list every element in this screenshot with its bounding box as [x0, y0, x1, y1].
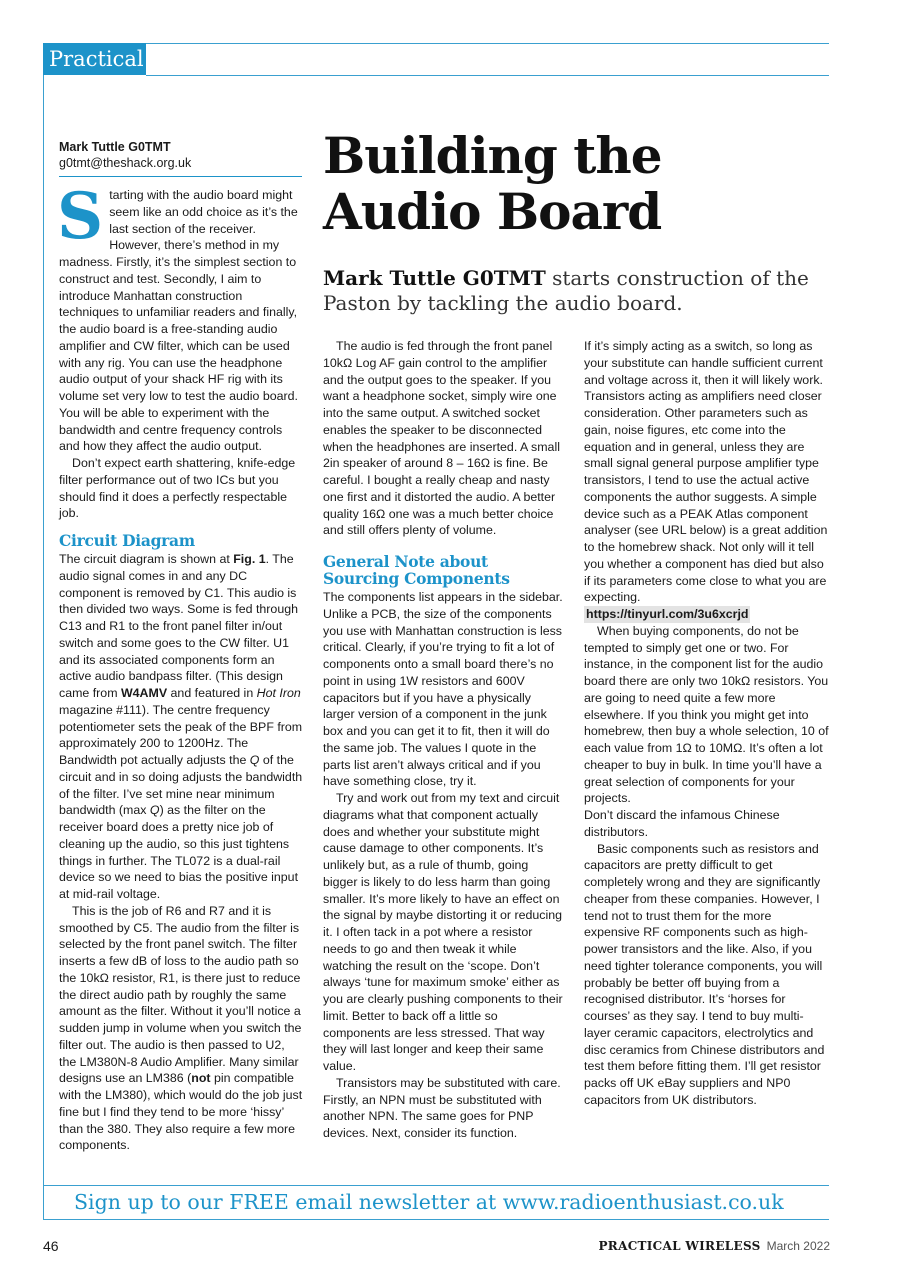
author-divider	[59, 176, 302, 177]
body-paragraph: Don’t expect earth shattering, knife-edge filter performance out of two ICs but you should find it does a perfectly respectable job.	[59, 456, 296, 521]
body-paragraph: Don’t discard the infamous Chinese distributors.	[584, 808, 780, 839]
standfirst	[323, 266, 843, 316]
body-paragraph: Basic components such as resistors and capacitors are pretty difficult to get completely wrong and they are significantly cheaper from these companies. However, I tend not to trust them for the more expensive RF components such as high-power transistors and the like. Also, if you need tighter tolerance components, you will probably be better off buying from a recognised distributor. It’s ‘horses for courses’ as they say. I tend to buy multi-layer ceramic capacitors, electrolytics and disc ceramics from Chinese distributors and test them before fitting them. I’ll get resistor packs off UK eBay suppliers and NP0 capacitors from UK distributors.	[584, 841, 825, 1107]
column-2	[323, 338, 566, 1142]
body-paragraph: The audio is fed through the front panel 10kΩ Log AF gain control to the amplifier and the output goes to the speaker. If you want a headphone socket, simply wire one into the same output. A switched socket enables the speaker to be disconnected when the headphones are inserted. A small 2in speaker of around 8 – 16Ω is fine. Be careful. I bought a really cheap and nasty one first and it distorted the audio. A better quality 16Ω one was a much better choice and still offers plenty of volume.	[323, 339, 560, 538]
page-number: 46	[43, 1238, 59, 1254]
fig-reference: Fig. 1	[233, 552, 266, 566]
issue-date: March 2022	[766, 1239, 830, 1253]
body-paragraph: Transistors may be substituted with care. Firstly, an NPN must be substituted with another NPN. The same goes for PNP devices. Next, consider its function.	[323, 1075, 561, 1140]
magazine-name: PRACTICAL WIRELESS	[598, 1239, 761, 1253]
url-link[interactable]: https://tinyurl.com/3u6xcrjd	[586, 607, 749, 621]
top-rule	[43, 43, 829, 44]
newsletter-banner[interactable]: Sign up to our FREE email newsletter at www.radioenthusiast.co.uk	[74, 1190, 784, 1214]
body-paragraph: When buying components, do not be tempted to simply get one or two. For instance, in the component list for the audio board there are only two 10kΩ resistors. You are going to need quite a few more elsewhere. If you think you might get into homebrew, then buy a whole selection, 10 of each value from 1Ω to 10MΩ. It’s often a lot cheaper to buy in bulk. In time you’ll have a great selection of components for your projects.	[584, 623, 829, 806]
section-tab: Practical	[43, 43, 146, 75]
newsletter-rule-top	[43, 1185, 829, 1186]
body-paragraph: This is the job of R6 and R7 and it is smoothed by C5. The audio from the filter is selected by the front panel switch. The filter inserts a few dB of loss to the audio path so the 10kΩ resistor, R1, is there just to reduce the direct audio path by roughly the same amount as the filter. Without it you’ll notice a sudden jump in volume when you switch the filter out. The audio is then passed to U2, the LM380N-8 Audio Amplifier. Many similar designs use an LM386 (not pin compatible with the LM380), which would do the job just fine but I find they tend to be more ‘hissy’ than the 380. They also require a few more components.	[59, 903, 303, 1153]
drop-cap: S	[57, 179, 104, 254]
body-paragraph: If it’s simply acting as a switch, so long as your substitute can handle sufficient current and voltage across it, then it will likely work. Transistors acting as amplifiers need closer consideration. Other parameters such as gain, noise figures, etc come into the equation and in general, unless they are small signal general purpose amplifier type transistors, I tend to use the actual active components the author suggests. A simple device such as a PEAK Atlas component analyser (see URL below) is a great addition to the homebrew shack. Not only will it tell you whether a component has died but also if its parameters come close to what you are expecting.	[584, 339, 828, 605]
body-paragraph: The components list appears in the sidebar. Unlike a PCB, the size of the components you use with Manhattan construction is less critical. Clearly, if you’re trying to fit a lot of components onto a small board there’s no point in using 1W resistors and 600V capacitors but if you have a physically larger version of a component in the junk box and you can get it to fit, then it will do the same job. The values I quote in the parts list aren’t always critical and if you have something close, try it.	[323, 590, 563, 789]
author-email[interactable]: g0tmt@theshack.org.uk	[59, 156, 192, 170]
newsletter-rule-bottom	[43, 1219, 829, 1220]
column-1	[57, 179, 303, 1154]
top-rule-lower	[146, 75, 829, 76]
author-name: Mark Tuttle G0TMT	[59, 140, 171, 154]
left-rule	[43, 43, 44, 1219]
intro-paragraph: Starting with the audio board might seem like an odd choice as it’s the last section of the receiver. However, there’s method in my madness. Firstly, it’s the simplest section to construct and test. Secondly, I aim to introduce Manhattan construction techniques to unfamiliar readers and finally, the audio board is a free-standing audio amplifier and CW filter, which can be used with any rig. You can use the headphone audio output of your shack HF rig with its volume set very low to test the audio board. You will be able to experiment with the bandwidth and centre frequency controls and how they affect the audio output.	[57, 179, 298, 454]
body-paragraph: The circuit diagram is shown at Fig. 1. The audio signal comes in and any DC component is removed by C1. This audio is then divided two ways. Some is fed through C13 and R1 to the front panel filter in/out switch and some goes to the CW filter. U1 and its associated components form an active audio bandpass filter. (This design came from W4AMV and featured in Hot Iron magazine #111). The centre frequency potentiometer sets the peak of the BPF from approximately 200 to 1200Hz. The Bandwidth pot actually adjusts the Q of the circuit and in so doing adjusts the bandwidth of the filter. I’ve set mine near minimum bandwidth (max Q) as the filter on the receiver board does a pretty nice job of cleaning up the audio, so this just tightens things in further. The TL072 is a dual-rail device so we need to bias the positive input at mid-rail voltage.	[59, 552, 303, 901]
standfirst-author: Mark Tuttle G0TMT	[323, 266, 546, 290]
footer-masthead	[598, 1239, 830, 1253]
headline-line-1: Building the	[323, 126, 662, 185]
subheading-general-note: General Note about Sourcing Components	[323, 552, 510, 588]
column-3	[584, 338, 830, 1109]
headline	[323, 128, 863, 240]
subheading-circuit-diagram: Circuit Diagram	[59, 531, 195, 550]
headline-line-2: Audio Board	[323, 182, 662, 241]
standfirst-text: starts construction of the Paston by tackling the audio board.	[323, 266, 809, 315]
body-paragraph: Try and work out from my text and circuit diagrams what that component actually does and whether your substitute might cause damage to other components. It’s unlikely but, as a rule of thumb, going bigger is likely to do less harm than going smaller. It’s more likely to have an effect on the signal by maybe distorting it or reducing it. I often tack in a pot where a resistor needs to go and then tweak it while watching the result on the ‘scope. Don’t always ‘tune for maximum smoke’ either as you are clearly pushing components to their limit. Better to back off a little so components are less stressed. That way they will last longer and keep their same value.	[323, 791, 563, 1073]
